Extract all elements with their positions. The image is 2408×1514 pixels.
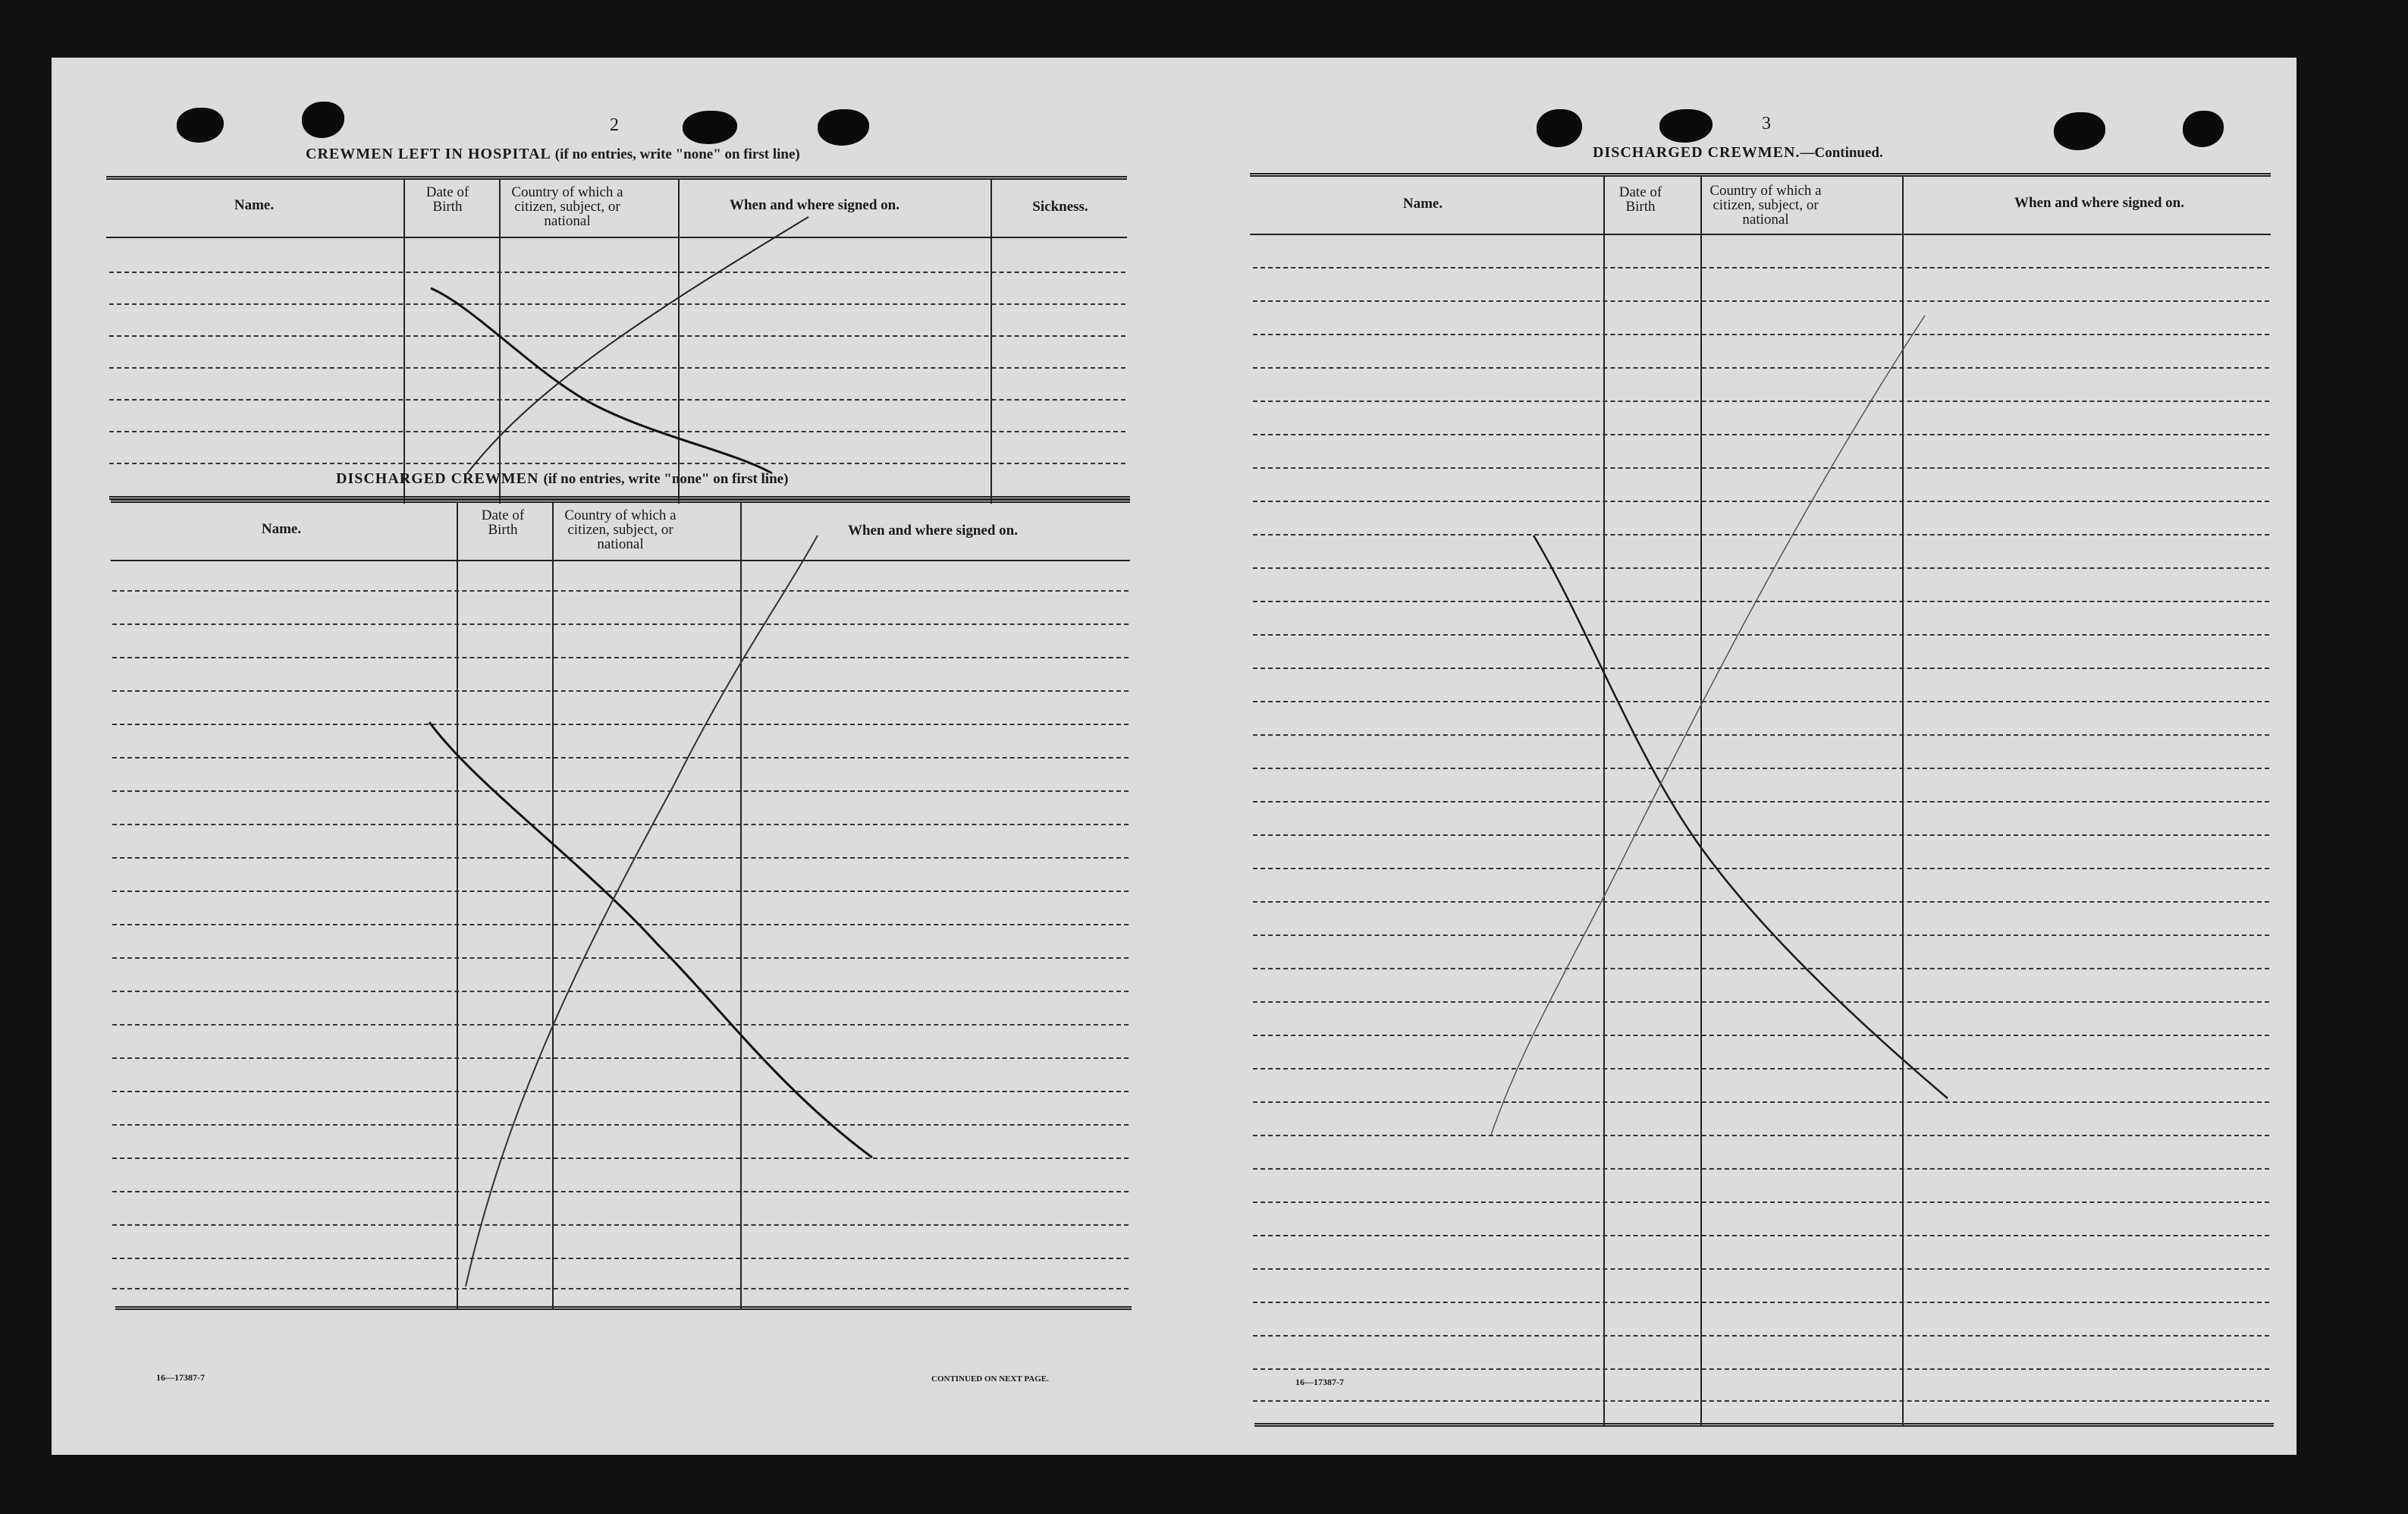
continued-col-dob: Date of Birth — [1618, 184, 1662, 215]
discharged-col-signed-on: When and where signed on. — [847, 523, 1018, 539]
form-number: 16—17387-7 — [1295, 1377, 1344, 1387]
continued-col-signed-on: When and where signed on. — [2014, 195, 2184, 211]
form-number: 16—17387-7 — [156, 1372, 205, 1383]
continued-col-country: Country of which a citizen, subject, or national — [1709, 183, 1822, 228]
continued-col-name: Name. — [1402, 196, 1443, 212]
discharged-col-name: Name. — [261, 521, 302, 537]
page-number: 3 — [1762, 114, 1771, 133]
hospital-col-dob: Date of Birth — [425, 184, 469, 215]
pen-strokes — [52, 58, 2297, 1455]
hospital-col-name: Name. — [234, 197, 275, 213]
hospital-col-signed-on: When and where signed on. — [729, 197, 899, 213]
discharged-section-title: DISCHARGED CREWMEN (if no entries, write "none" on first line) — [336, 470, 789, 487]
hospital-col-sickness: Sickness. — [1032, 199, 1088, 215]
form-sheet — [52, 58, 2297, 1455]
page-number: 2 — [610, 115, 619, 135]
discharged-col-country: Country of which a citizen, subject, or national — [564, 507, 677, 552]
hospital-col-country: Country of which a citizen, subject, or national — [511, 184, 623, 229]
hospital-section-title: CREWMEN LEFT IN HOSPITAL (if no entries, write "none" on first line) — [306, 146, 800, 162]
discharged-col-dob: Date of Birth — [481, 507, 525, 538]
continued-note: CONTINUED ON NEXT PAGE. — [931, 1374, 1049, 1384]
discharged-continued-title: DISCHARGED CREWMEN.—Continued. — [1593, 144, 1883, 161]
